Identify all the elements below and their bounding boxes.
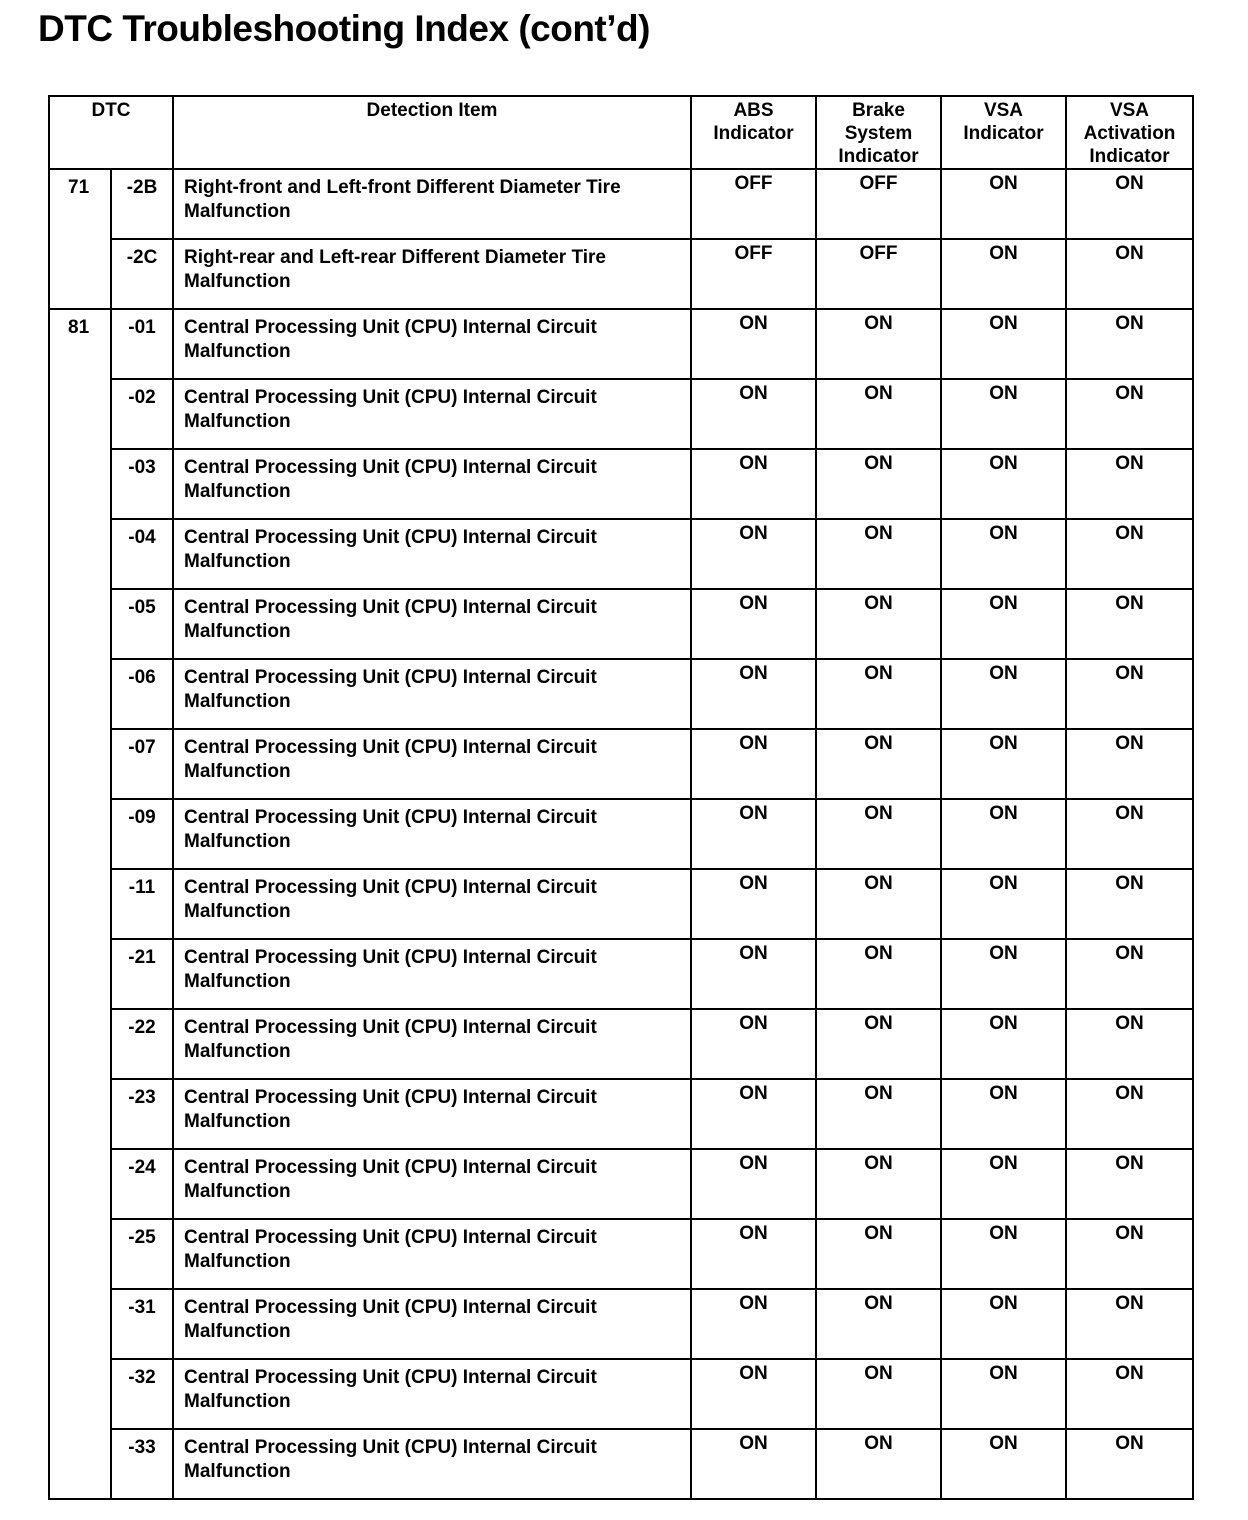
detection-item <box>173 519 691 589</box>
dtc-major-code <box>49 519 111 589</box>
detection-item-line: Central Processing Unit (CPU) Internal Circuit <box>184 527 597 548</box>
header-line: Brake <box>852 100 905 121</box>
vsa-indicator-status: ON <box>941 1359 1066 1429</box>
table-row <box>49 869 1193 939</box>
dtc-major-code <box>49 449 111 519</box>
vsa-indicator-status: ON <box>941 869 1066 939</box>
vsa-indicator-status: ON <box>941 1009 1066 1079</box>
table-header-row <box>49 96 1193 169</box>
abs-indicator-status: ON <box>691 589 816 659</box>
abs-indicator-status: ON <box>691 1219 816 1289</box>
abs-indicator-status: ON <box>691 659 816 729</box>
brake-indicator-status: ON <box>816 939 941 1009</box>
header-line: Indicator <box>713 123 794 144</box>
dtc-sub-code: -33 <box>111 1429 173 1499</box>
vsa-activation-status: ON <box>1066 729 1193 799</box>
header-line: VSA <box>983 100 1024 121</box>
vsa-activation-status: ON <box>1066 1359 1193 1429</box>
dtc-sub-code: -31 <box>111 1289 173 1359</box>
detection-item <box>173 589 691 659</box>
brake-indicator-status: ON <box>816 729 941 799</box>
vsa-indicator-status: ON <box>941 309 1066 379</box>
header-line: VSA <box>1109 100 1150 121</box>
table-row <box>49 309 1193 379</box>
dtc-major-code <box>49 799 111 869</box>
table-row <box>49 729 1193 799</box>
detection-item-line: Central Processing Unit (CPU) Internal Circuit <box>184 597 597 618</box>
dtc-major-code <box>49 589 111 659</box>
detection-item <box>173 729 691 799</box>
brake-indicator-status: ON <box>816 869 941 939</box>
dtc-sub-code: -05 <box>111 589 173 659</box>
detection-item-line: Malfunction <box>184 621 291 642</box>
vsa-indicator-status: ON <box>941 939 1066 1009</box>
detection-item-line: Malfunction <box>184 1391 291 1412</box>
table-body <box>49 169 1193 1499</box>
vsa-activation-status: ON <box>1066 379 1193 449</box>
vsa-activation-status: ON <box>1066 1219 1193 1289</box>
vsa-activation-status: ON <box>1066 239 1193 309</box>
detection-item <box>173 1219 691 1289</box>
table-row <box>49 1009 1193 1079</box>
vsa-activation-status: ON <box>1066 1429 1193 1499</box>
table-row <box>49 1429 1193 1499</box>
detection-item-line: Central Processing Unit (CPU) Internal Circuit <box>184 947 597 968</box>
detection-item-line: Malfunction <box>184 901 291 922</box>
detection-item <box>173 1289 691 1359</box>
header-dtc: DTC <box>49 96 173 169</box>
dtc-major-code: 81 <box>49 309 111 379</box>
header-vsa-indicator <box>941 96 1066 169</box>
dtc-major-code <box>49 1009 111 1079</box>
vsa-activation-status: ON <box>1066 1149 1193 1219</box>
detection-item-line: Malfunction <box>184 1251 291 1272</box>
detection-item-line: Malfunction <box>184 761 291 782</box>
brake-indicator-status: ON <box>816 1359 941 1429</box>
dtc-major-code <box>49 379 111 449</box>
header-vsa-activation-indicator <box>1066 96 1193 169</box>
abs-indicator-status: ON <box>691 1009 816 1079</box>
vsa-activation-status: ON <box>1066 939 1193 1009</box>
detection-item <box>173 1079 691 1149</box>
detection-item-line: Malfunction <box>184 1461 291 1482</box>
vsa-activation-status: ON <box>1066 869 1193 939</box>
detection-item-line: Central Processing Unit (CPU) Internal Circuit <box>184 457 597 478</box>
brake-indicator-status: OFF <box>816 169 941 239</box>
dtc-sub-code: -22 <box>111 1009 173 1079</box>
abs-indicator-status: ON <box>691 519 816 589</box>
table-row <box>49 1359 1193 1429</box>
detection-item-line: Right-rear and Left-rear Different Diameter Tire <box>184 247 606 268</box>
detection-item <box>173 799 691 869</box>
detection-item-line: Malfunction <box>184 201 291 222</box>
brake-indicator-status: ON <box>816 1219 941 1289</box>
page-title: DTC Troubleshooting Index (cont’d) <box>38 8 650 49</box>
abs-indicator-status: ON <box>691 939 816 1009</box>
vsa-activation-status: ON <box>1066 1289 1193 1359</box>
abs-indicator-status: ON <box>691 1149 816 1219</box>
vsa-activation-status: ON <box>1066 1009 1193 1079</box>
vsa-activation-status: ON <box>1066 589 1193 659</box>
dtc-sub-code: -11 <box>111 869 173 939</box>
dtc-sub-code: -32 <box>111 1359 173 1429</box>
header-line: Indicator <box>1089 146 1170 167</box>
header-line: Indicator <box>963 123 1044 144</box>
detection-item <box>173 239 691 309</box>
table-row <box>49 799 1193 869</box>
brake-indicator-status: ON <box>816 659 941 729</box>
vsa-indicator-status: ON <box>941 379 1066 449</box>
detection-item <box>173 1359 691 1429</box>
abs-indicator-status: OFF <box>691 169 816 239</box>
detection-item <box>173 1149 691 1219</box>
detection-item-line: Malfunction <box>184 691 291 712</box>
dtc-sub-code: -24 <box>111 1149 173 1219</box>
vsa-indicator-status: ON <box>941 1149 1066 1219</box>
detection-item <box>173 1009 691 1079</box>
detection-item <box>173 659 691 729</box>
dtc-sub-code: -25 <box>111 1219 173 1289</box>
dtc-major-code <box>49 1359 111 1429</box>
dtc-sub-code: -21 <box>111 939 173 1009</box>
detection-item-line: Central Processing Unit (CPU) Internal Circuit <box>184 1367 597 1388</box>
vsa-indicator-status: ON <box>941 1079 1066 1149</box>
vsa-indicator-status: ON <box>941 169 1066 239</box>
vsa-activation-status: ON <box>1066 449 1193 519</box>
header-brake-system-indicator <box>816 96 941 169</box>
dtc-sub-code: -06 <box>111 659 173 729</box>
dtc-major-code <box>49 1429 111 1499</box>
abs-indicator-status: ON <box>691 1079 816 1149</box>
brake-indicator-status: ON <box>816 799 941 869</box>
dtc-sub-code: -01 <box>111 309 173 379</box>
detection-item-line: Central Processing Unit (CPU) Internal Circuit <box>184 807 597 828</box>
detection-item <box>173 939 691 1009</box>
abs-indicator-status: ON <box>691 1289 816 1359</box>
detection-item-line: Malfunction <box>184 551 291 572</box>
vsa-indicator-status: ON <box>941 799 1066 869</box>
table-row <box>49 589 1193 659</box>
vsa-indicator-status: ON <box>941 729 1066 799</box>
dtc-major-code <box>49 869 111 939</box>
detection-item <box>173 379 691 449</box>
dtc-major-code <box>49 1219 111 1289</box>
abs-indicator-status: ON <box>691 449 816 519</box>
brake-indicator-status: ON <box>816 1149 941 1219</box>
detection-item <box>173 169 691 239</box>
detection-item <box>173 449 691 519</box>
vsa-indicator-status: ON <box>941 449 1066 519</box>
detection-item-line: Malfunction <box>184 1181 291 1202</box>
dtc-major-code <box>49 729 111 799</box>
header-line: System <box>844 123 913 144</box>
table-row <box>49 659 1193 729</box>
dtc-major-code <box>49 659 111 729</box>
table-row <box>49 239 1193 309</box>
table-row <box>49 169 1193 239</box>
header-line: ABS <box>733 100 774 121</box>
detection-item-line: Central Processing Unit (CPU) Internal Circuit <box>184 387 597 408</box>
table-row <box>49 1219 1193 1289</box>
detection-item-line: Malfunction <box>184 481 291 502</box>
abs-indicator-status: ON <box>691 379 816 449</box>
detection-item-line: Central Processing Unit (CPU) Internal Circuit <box>184 1087 597 1108</box>
vsa-indicator-status: ON <box>941 239 1066 309</box>
detection-item <box>173 309 691 379</box>
vsa-indicator-status: ON <box>941 519 1066 589</box>
dtc-sub-code: -2B <box>111 169 173 239</box>
vsa-indicator-status: ON <box>941 1219 1066 1289</box>
detection-item-line: Central Processing Unit (CPU) Internal Circuit <box>184 667 597 688</box>
detection-item-line: Central Processing Unit (CPU) Internal Circuit <box>184 317 597 338</box>
table-row <box>49 939 1193 1009</box>
dtc-sub-code: -23 <box>111 1079 173 1149</box>
table-row <box>49 1149 1193 1219</box>
brake-indicator-status: ON <box>816 1079 941 1149</box>
vsa-indicator-status: ON <box>941 1429 1066 1499</box>
detection-item <box>173 869 691 939</box>
dtc-sub-code: -02 <box>111 379 173 449</box>
abs-indicator-status: ON <box>691 729 816 799</box>
brake-indicator-status: OFF <box>816 239 941 309</box>
brake-indicator-status: ON <box>816 589 941 659</box>
header-line: Indicator <box>838 146 919 167</box>
dtc-sub-code: -07 <box>111 729 173 799</box>
abs-indicator-status: ON <box>691 1429 816 1499</box>
detection-item-line: Central Processing Unit (CPU) Internal Circuit <box>184 1017 597 1038</box>
header-abs-indicator <box>691 96 816 169</box>
detection-item-line: Central Processing Unit (CPU) Internal Circuit <box>184 1227 597 1248</box>
dtc-table <box>48 95 1194 1500</box>
dtc-major-code <box>49 1149 111 1219</box>
abs-indicator-status: ON <box>691 799 816 869</box>
detection-item-line: Central Processing Unit (CPU) Internal Circuit <box>184 1157 597 1178</box>
abs-indicator-status: ON <box>691 1359 816 1429</box>
dtc-major-code <box>49 239 111 309</box>
dtc-sub-code: -2C <box>111 239 173 309</box>
dtc-major-code <box>49 939 111 1009</box>
table-row <box>49 1289 1193 1359</box>
vsa-activation-status: ON <box>1066 1079 1193 1149</box>
dtc-major-code <box>49 1289 111 1359</box>
table-row <box>49 449 1193 519</box>
vsa-activation-status: ON <box>1066 519 1193 589</box>
detection-item-line: Malfunction <box>184 271 291 292</box>
table-row <box>49 519 1193 589</box>
brake-indicator-status: ON <box>816 379 941 449</box>
brake-indicator-status: ON <box>816 1289 941 1359</box>
vsa-activation-status: ON <box>1066 169 1193 239</box>
abs-indicator-status: OFF <box>691 239 816 309</box>
detection-item-line: Malfunction <box>184 831 291 852</box>
detection-item-line: Malfunction <box>184 411 291 432</box>
dtc-sub-code: -04 <box>111 519 173 589</box>
vsa-activation-status: ON <box>1066 659 1193 729</box>
detection-item-line: Malfunction <box>184 971 291 992</box>
brake-indicator-status: ON <box>816 449 941 519</box>
vsa-activation-status: ON <box>1066 799 1193 869</box>
detection-item-line: Malfunction <box>184 1111 291 1132</box>
table-row <box>49 1079 1193 1149</box>
abs-indicator-status: ON <box>691 309 816 379</box>
dtc-sub-code: -09 <box>111 799 173 869</box>
vsa-activation-status: ON <box>1066 309 1193 379</box>
brake-indicator-status: ON <box>816 309 941 379</box>
vsa-indicator-status: ON <box>941 589 1066 659</box>
detection-item-line: Central Processing Unit (CPU) Internal Circuit <box>184 1437 597 1458</box>
brake-indicator-status: ON <box>816 519 941 589</box>
vsa-indicator-status: ON <box>941 659 1066 729</box>
detection-item-line: Malfunction <box>184 341 291 362</box>
dtc-major-code: 71 <box>49 169 111 239</box>
detection-item-line: Central Processing Unit (CPU) Internal Circuit <box>184 1297 597 1318</box>
detection-item <box>173 1429 691 1499</box>
dtc-sub-code: -03 <box>111 449 173 519</box>
detection-item-line: Central Processing Unit (CPU) Internal Circuit <box>184 877 597 898</box>
vsa-indicator-status: ON <box>941 1289 1066 1359</box>
detection-item-line: Central Processing Unit (CPU) Internal Circuit <box>184 737 597 758</box>
detection-item-line: Malfunction <box>184 1041 291 1062</box>
abs-indicator-status: ON <box>691 869 816 939</box>
header-line: Activation <box>1083 123 1176 144</box>
detection-item-line: Malfunction <box>184 1321 291 1342</box>
brake-indicator-status: ON <box>816 1009 941 1079</box>
header-detection-item: Detection Item <box>173 96 691 169</box>
brake-indicator-status: ON <box>816 1429 941 1499</box>
detection-item-line: Right-front and Left-front Different Diameter Tire <box>184 177 621 198</box>
dtc-major-code <box>49 1079 111 1149</box>
table-row <box>49 379 1193 449</box>
